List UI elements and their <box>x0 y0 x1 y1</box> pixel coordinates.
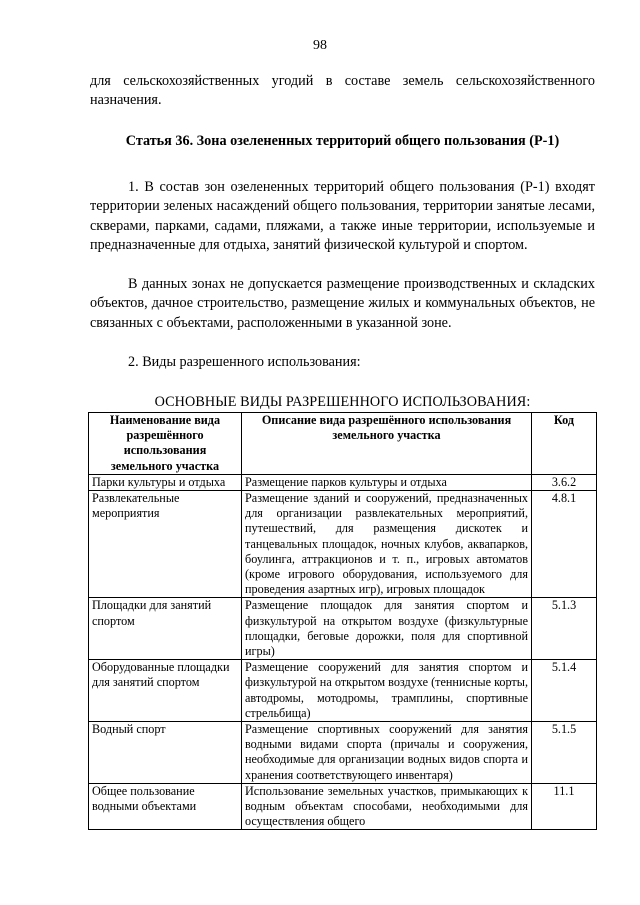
paragraph-restrictions: В данных зонах не допускается размещение производственных и складских объектов, дачное строительство, размещение жилых и коммунальных объектов, не связанных с объектами, расположенными в указанной зоне. <box>90 276 595 331</box>
paragraph-uses-intro: 2. Виды разрешенного использования: <box>128 354 361 370</box>
use-code-cell: 4.8.1 <box>532 491 597 598</box>
use-name-cell: Парки культуры и отдыха <box>89 474 242 490</box>
table-row <box>89 783 597 830</box>
use-description-cell: Размещение парков культуры и отдыха <box>242 474 532 490</box>
table-header-row <box>89 413 597 475</box>
use-name-cell: Общее пользование водными объектами <box>89 783 242 830</box>
header-use-description: Описание вида разрешённого использования земельного участка <box>242 413 532 475</box>
use-name-cell: Развлекательные мероприятия <box>89 491 242 598</box>
use-name-cell: Водный спорт <box>89 722 242 784</box>
page-number: 98 <box>313 38 327 53</box>
table-row <box>89 598 597 660</box>
use-code-cell: 5.1.3 <box>532 598 597 660</box>
header-use-name: Наименование вида разрешённого использования земельного участка <box>89 413 242 475</box>
paragraph-zone-composition: 1. В состав зон озелененных территорий общего пользования (Р-1) входят территории зеленых насаждений общего пользования, территории занятые лесами, скверами, парками, садами, пляжами, а также иные территории, используемые и предназначенные для отдыха, занятий физической культурой и спортом. <box>90 179 595 254</box>
table-row <box>89 660 597 722</box>
use-description-cell: Размещение спортивных сооружений для занятия водными видами спорта (причалы и сооружения, необходимые для организации водных видов спорта и хранения соответствующего инвентаря) <box>242 722 532 784</box>
use-description-cell: Размещение площадок для занятия спортом и физкультурой на открытом воздухе (физкультурные площадки, беговые дорожки, поля для спортивной игры) <box>242 598 532 660</box>
table-row <box>89 474 597 490</box>
table-row <box>89 722 597 784</box>
permitted-uses-table <box>88 412 597 830</box>
use-name-cell: Площадки для занятий спортом <box>89 598 242 660</box>
use-code-cell: 5.1.4 <box>532 660 597 722</box>
use-code-cell: 11.1 <box>532 783 597 830</box>
use-code-cell: 3.6.2 <box>532 474 597 490</box>
use-description-cell: Использование земельных участков, примыкающих к водным объектам способами, необходимыми для осуществления общего <box>242 783 532 830</box>
use-name-cell: Оборудованные площадки для занятий спортом <box>89 660 242 722</box>
use-description-cell: Размещение сооружений для занятия спортом и физкультурой на открытом воздухе (теннисные корты, автодромы, мотодромы, трамплины, спортивные стрельбища) <box>242 660 532 722</box>
use-description-cell: Размещение зданий и сооружений, предназначенных для организации развлекательных мероприятий, путешествий, для размещения дискотек и танцевальных площадок, ночных клубов, аквапарков, боулинга, аттракционов и т. п., игровых автоматов (кроме игрового оборудования, используемого для проведения азартных игр), игровых площадок <box>242 491 532 598</box>
header-code: Код <box>532 413 597 475</box>
intro-paragraph: для сельскохозяйственных угодий в составе земель сельскохозяйственного назначения. <box>90 73 595 109</box>
table-title: ОСНОВНЫЕ ВИДЫ РАЗРЕШЕННОГО ИСПОЛЬЗОВАНИЯ: <box>154 394 531 410</box>
use-code-cell: 5.1.5 <box>532 722 597 784</box>
table-row <box>89 491 597 598</box>
article-heading: Статья 36. Зона озелененных территорий общего пользования (Р-1) <box>125 133 560 149</box>
